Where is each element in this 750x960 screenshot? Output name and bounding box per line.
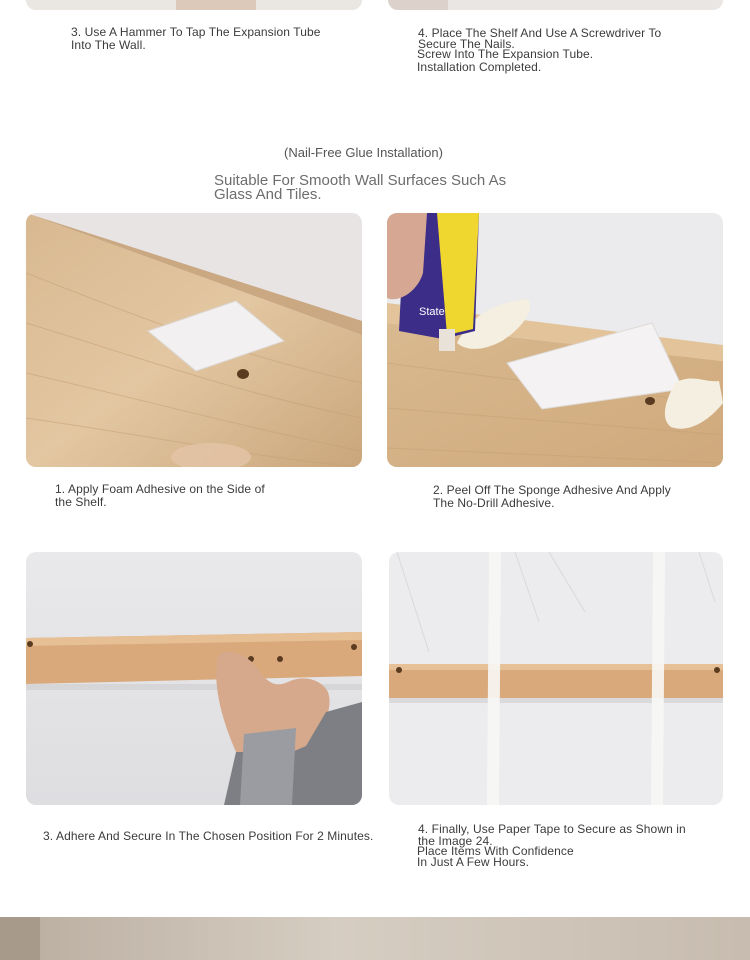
bottom-photo	[0, 917, 750, 960]
foam-adhesive-photo	[26, 213, 362, 467]
step-4-completed-text: Place Items With Confidence In Just A Few Hours.	[417, 844, 574, 869]
glue-tube-text: State	[419, 306, 445, 318]
top-right-photo	[388, 0, 723, 10]
step-3-text: 3. Adhere And Secure In The Chosen Position For 2 Minutes.	[43, 829, 374, 843]
top-step-3-text: 3. Use A Hammer To Tap The Expansion Tube Into The Wall.	[71, 25, 321, 52]
step-2-text: 2. Peel Off The Sponge Adhesive And Apply The No-Drill Adhesive.	[433, 483, 671, 510]
step-4-text: 4. Finally, Use Paper Tape to Secure as Shown in the Image 24.	[418, 822, 686, 848]
step-1-text: 1. Apply Foam Adhesive on the Side of the Shelf.	[55, 482, 265, 509]
top-left-photo	[26, 0, 362, 10]
adhere-shelf-photo	[26, 552, 362, 805]
glue-application-photo	[387, 213, 723, 467]
section-heading: Suitable For Smooth Wall Surfaces Such As Glass And Tiles.	[214, 172, 507, 203]
top-step-4-text: 4. Place The Shelf And Use A Screwdriver To Secure The Nails.	[418, 26, 662, 51]
section-subtitle: (Nail-Free Glue Installation)	[284, 145, 443, 160]
paper-tape-photo	[389, 552, 723, 805]
top-step-4-completed-text: Screw Into The Expansion Tube. Installation Completed.	[417, 47, 594, 74]
